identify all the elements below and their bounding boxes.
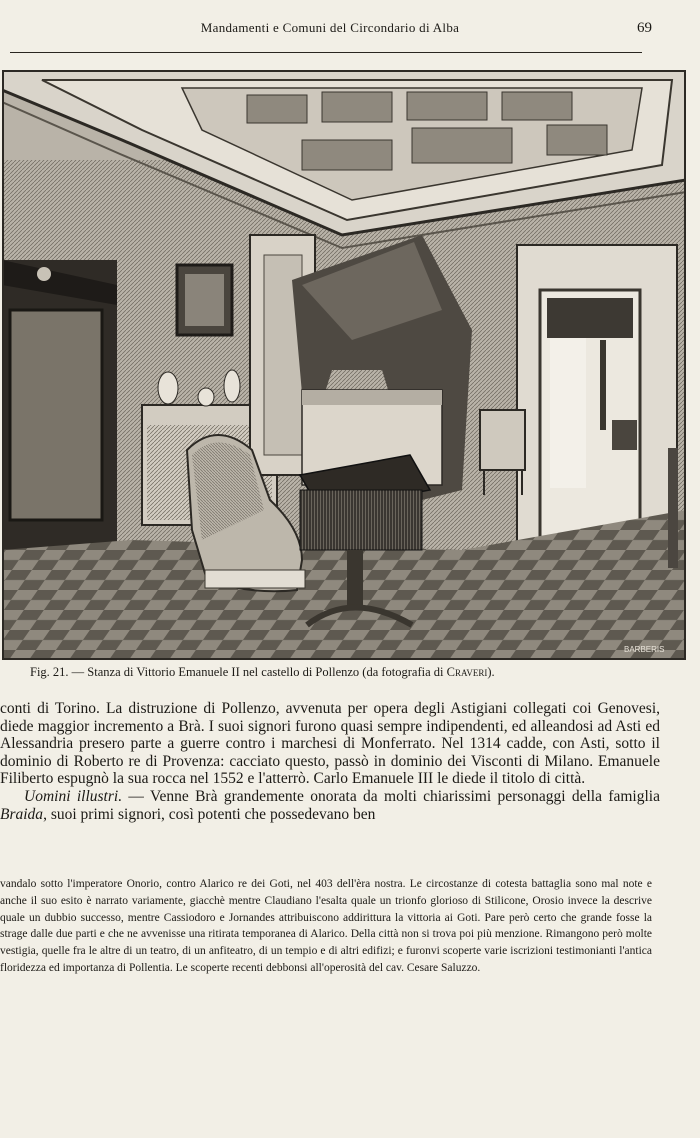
caption-end: ). — [487, 665, 495, 679]
figure-caption — [30, 664, 650, 680]
caption-text: Fig. 21. — Stanza di Vittorio Emanuele II nel castello di Pollenzo (da fotografia di — [30, 665, 447, 679]
paragraph-2-text-a: — Venne Brà grandemente onorata da molti chiarissimi personaggi della famiglia — [122, 787, 660, 805]
header-rule — [10, 52, 642, 53]
footnote — [0, 876, 652, 977]
page-edge-strip — [668, 448, 678, 568]
paragraph-2-text-b: , suoi primi signori, così potenti che possedevano ben — [43, 805, 376, 823]
body-text — [0, 700, 660, 823]
paragraph-1: conti di Torino. La distruzione di Pollenzo, avvenuta per opera degli Astigiani collegati coi Genovesi, diede maggior incremento a Brà. I suoi signori furono quasi sempre indipendenti, ed alleandosi ad Asti ed Alessandria presero parte a guerre contro i marchesi di Monferrato. Nel 1314 cadde, con Asti, sotto il dominio di Roberto re di Provenza: cacciato questo, passò in dominio dei Visconti di Milano. Emanuele Filiberto espugnò la sua rocca nel 1552 e l'atterrò. Carlo Emanuele III le diede il titolo di città. — [0, 700, 660, 788]
section-heading-uomini-illustri: Uomini illustri. — [24, 787, 123, 805]
paragraph-2 — [0, 788, 660, 823]
caption-credit: Craveri — [446, 665, 488, 679]
running-title: Mandamenti e Comuni del Circondario di Alba — [200, 20, 460, 35]
engraver-signature: BARBERIS — [624, 645, 665, 654]
room-engraving — [2, 70, 686, 660]
page-number: 69 — [637, 20, 652, 36]
engraving-illustration — [2, 70, 686, 660]
family-name-braida: Braida — [0, 805, 44, 823]
footnote-text: vandalo sotto l'imperatore Onorio, contro Alarico re dei Goti, nel 403 dell'èra nostra. Le circostanze di cotesta battaglia sono mal note e anche il suo esito è narrato variamente, giacchè mentre Claudiano l'esalta quale un trionfo glorioso di Stilicone, Orosio invece la descrive quale un dubbio successo, mentre Cassiodoro e Jornandes attribuiscono addirittura la vittoria ai Goti. Pare però certo che grande fosse la strage dalle due parti e che ne avvenisse una ritirata temporanea di Alarico. Della città non si trova poi più menzione. Rimangono però molte vestigia, quelle fra le altre di un teatro, di un anfiteatro, di un tempio e di altri edifizi; e furonvi scoperte varie iscrizioni testimonianti l'antica floridezza ed importanza di Pollentia. Le scoperte recenti debbonsi all'operosità del cav. Cesare Saluzzo. — [0, 878, 652, 974]
